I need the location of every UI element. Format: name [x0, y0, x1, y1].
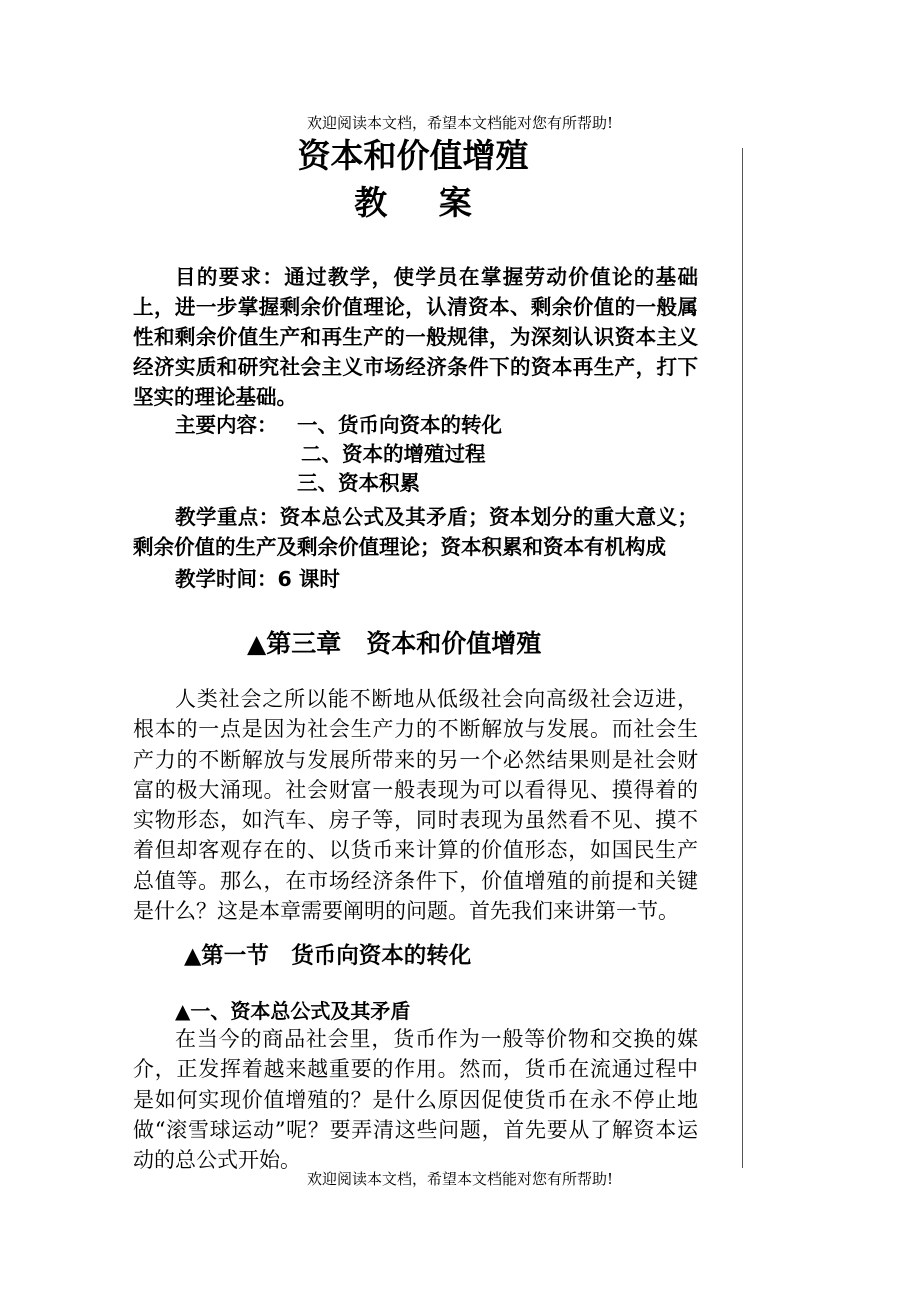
footer-note: 欢迎阅读本文档，希望本文档能对您有所帮助!	[306, 1170, 614, 1188]
header-note: 欢迎阅读本文档，希望本文档能对您有所帮助!	[306, 114, 614, 132]
subsection-text-block	[133, 1024, 698, 1175]
margin-rule	[742, 148, 743, 1168]
contents-block	[133, 410, 698, 500]
teaching-time: 教学时间：6 课时	[175, 567, 340, 591]
section-heading: ▲第一节 货币向资本的转化	[184, 943, 472, 969]
key-points-text: 教学重点：资本总公式及其矛盾；资本划分的重大意义；剩余价值的生产及剩余价值理论；资本积累和资本有机构成	[133, 505, 698, 559]
contents-item-1: 一、货币向资本的转化	[297, 413, 502, 437]
document-subtitle: 教 案	[354, 183, 472, 222]
contents-item-2: 二、资本的增殖过程	[301, 442, 486, 466]
contents-item-3: 三、资本积累	[297, 471, 420, 495]
key-points-block	[133, 502, 698, 594]
subsection-text: 在当今的商品社会里，货币作为一般等价物和交换的媒介，正发挥着越来越重要的作用。然而，货币在流通过程中是如何实现价值增殖的？是什么原因促使货币在永不停止地做“滚雪球运动”呢？要弄清这些问题，首先要从了解资本运动的总公式开始。	[133, 1027, 698, 1173]
contents-label: 主要内容：	[175, 413, 278, 437]
objectives-block	[133, 262, 698, 412]
chapter-heading: ▲第三章 资本和价值增殖	[247, 629, 542, 658]
subsection-heading: ▲一、资本总公式及其矛盾	[175, 999, 411, 1023]
chapter-intro-text: 人类社会之所以能不断地从低级社会向高级社会迈进，根本的一点是因为社会生产力的不断解放与发展。而社会生产力的不断解放与发展所带来的另一个必然结果则是社会财富的极大涌现。社会财富一般表现为可以看得见、摸得着的实物形态，如汽车、房子等，同时表现为虽然看不见、摸不着但却客观存在的、以货币来计算的价值形态，如国民生产总值等。那么，在市场经济条件下，价值增殖的前提和关键是什么？这是本章需要阐明的问题。首先我们来讲第一节。	[133, 687, 698, 924]
chapter-intro-block	[133, 684, 698, 926]
objectives-text: 目的要求：通过教学，使学员在掌握劳动价值论的基础上，进一步掌握剩余价值理论，认清资本、剩余价值的一般属性和剩余价值生产和再生产的一般规律，为深刻认识资本主义经济实质和研究社会主义市场经济条件下的资本再生产，打下坚实的理论基础。	[133, 265, 698, 409]
document-title: 资本和价值增殖	[297, 136, 529, 175]
